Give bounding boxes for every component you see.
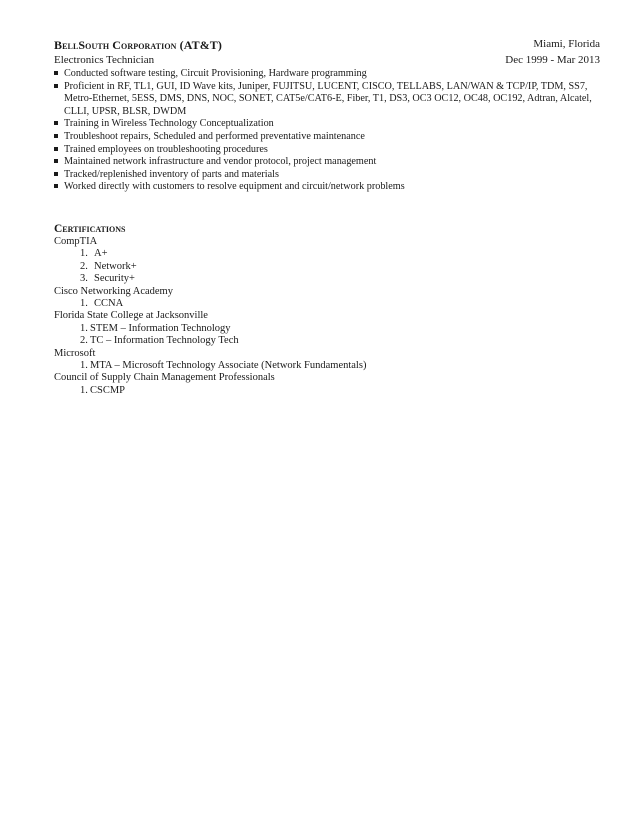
bullet-text: Worked directly with customers to resolve equipment and circuit/network problems (64, 181, 405, 193)
bullet-text: Proficient in RF, TL1, GUI, ID Wave kits, Juniper, FUJITSU, LUCENT, CISCO, TELLABS, LAN/WAN & TCP/IP, TDM, SS7, Metro-Ethernet, 5ESS, DMS, DNS, NOC, SONET, CAT5e/CAT6-E, Fiber, T1, DS3, OC3 OC12, OC48, OC192, Adtran, Alcatel, CLLI, UPSR, BLSR, DWDM (64, 80, 592, 117)
job-bullet-list (54, 68, 600, 194)
bullet-text: Training in Wireless Technology Conceptualization (64, 118, 274, 130)
cert-item-text: STEM – Information Technology (90, 322, 231, 334)
bullet-item (54, 68, 600, 81)
job-dates: Dec 1999 - Mar 2013 (505, 54, 600, 66)
job-header (54, 38, 600, 68)
bullet-item (54, 144, 600, 157)
cert-item-text: TC – Information Technology Tech (90, 335, 239, 347)
cert-item-text: CCNA (94, 297, 124, 309)
cert-item-number: 1. (80, 384, 88, 396)
cert-org: Florida State College at Jacksonville (54, 310, 208, 322)
bullet-square-icon (54, 134, 58, 138)
bullet-square-icon (54, 121, 58, 125)
cert-item-number: 3. (80, 273, 88, 285)
cert-item-number: 2. (80, 335, 88, 347)
cert-item-text: MTA – Microsoft Technology Associate (Network Fundamentals) (90, 360, 367, 371)
certifications-heading: Certifications (54, 222, 126, 235)
cert-item (54, 298, 600, 310)
cert-item (54, 273, 600, 285)
cert-item-number: 1. (80, 297, 88, 309)
resume-page (54, 38, 600, 397)
cert-item-text: Security+ (94, 273, 135, 285)
bullet-square-icon (54, 147, 58, 151)
cert-org: CompTIA (54, 235, 98, 247)
job-location: Miami, Florida (533, 38, 600, 50)
cert-item (54, 360, 600, 372)
company-name-text: BellSouth Corporation (54, 38, 177, 52)
cert-item-number: 1. (80, 322, 88, 334)
bullet-item (54, 169, 600, 182)
cert-item (54, 385, 600, 397)
cert-item-number: 2. (80, 260, 88, 272)
bullet-text: Troubleshoot repairs, Scheduled and performed preventative maintenance (64, 130, 365, 142)
company-suffix: (AT&T) (179, 38, 223, 52)
cert-item-number: 1. (80, 360, 88, 371)
bullet-item (54, 156, 600, 169)
company-name (54, 38, 222, 53)
cert-org: Microsoft (54, 347, 96, 359)
bullet-item (54, 131, 600, 144)
bullet-square-icon (54, 159, 58, 163)
bullet-square-icon (54, 84, 58, 88)
bullet-text: Trained employees on troubleshooting procedures (64, 143, 268, 155)
cert-item (54, 335, 600, 347)
cert-item-number: 1. (80, 248, 88, 260)
cert-item-text: Network+ (94, 260, 137, 272)
cert-item-text: A+ (94, 248, 108, 260)
job-title: Electronics Technician (54, 54, 155, 66)
cert-org: Council of Supply Chain Management Professionals (54, 372, 275, 384)
cert-item (54, 323, 600, 335)
cert-org: Cisco Networking Academy (54, 285, 173, 297)
bullet-text: Tracked/replenished inventory of parts and materials (64, 168, 279, 180)
bullet-item (54, 118, 600, 131)
certifications-list (54, 236, 600, 397)
bullet-text: Conducted software testing, Circuit Provisioning, Hardware programming (64, 68, 367, 79)
cert-item-text: CSCMP (90, 384, 126, 396)
bullet-square-icon (54, 184, 58, 188)
bullet-square-icon (54, 71, 58, 75)
cert-item (54, 248, 600, 260)
bullet-text: Maintained network infrastructure and vendor protocol, project management (64, 156, 377, 168)
bullet-square-icon (54, 172, 58, 176)
cert-item (54, 261, 600, 273)
bullet-item (54, 181, 600, 194)
bullet-item (54, 81, 600, 119)
